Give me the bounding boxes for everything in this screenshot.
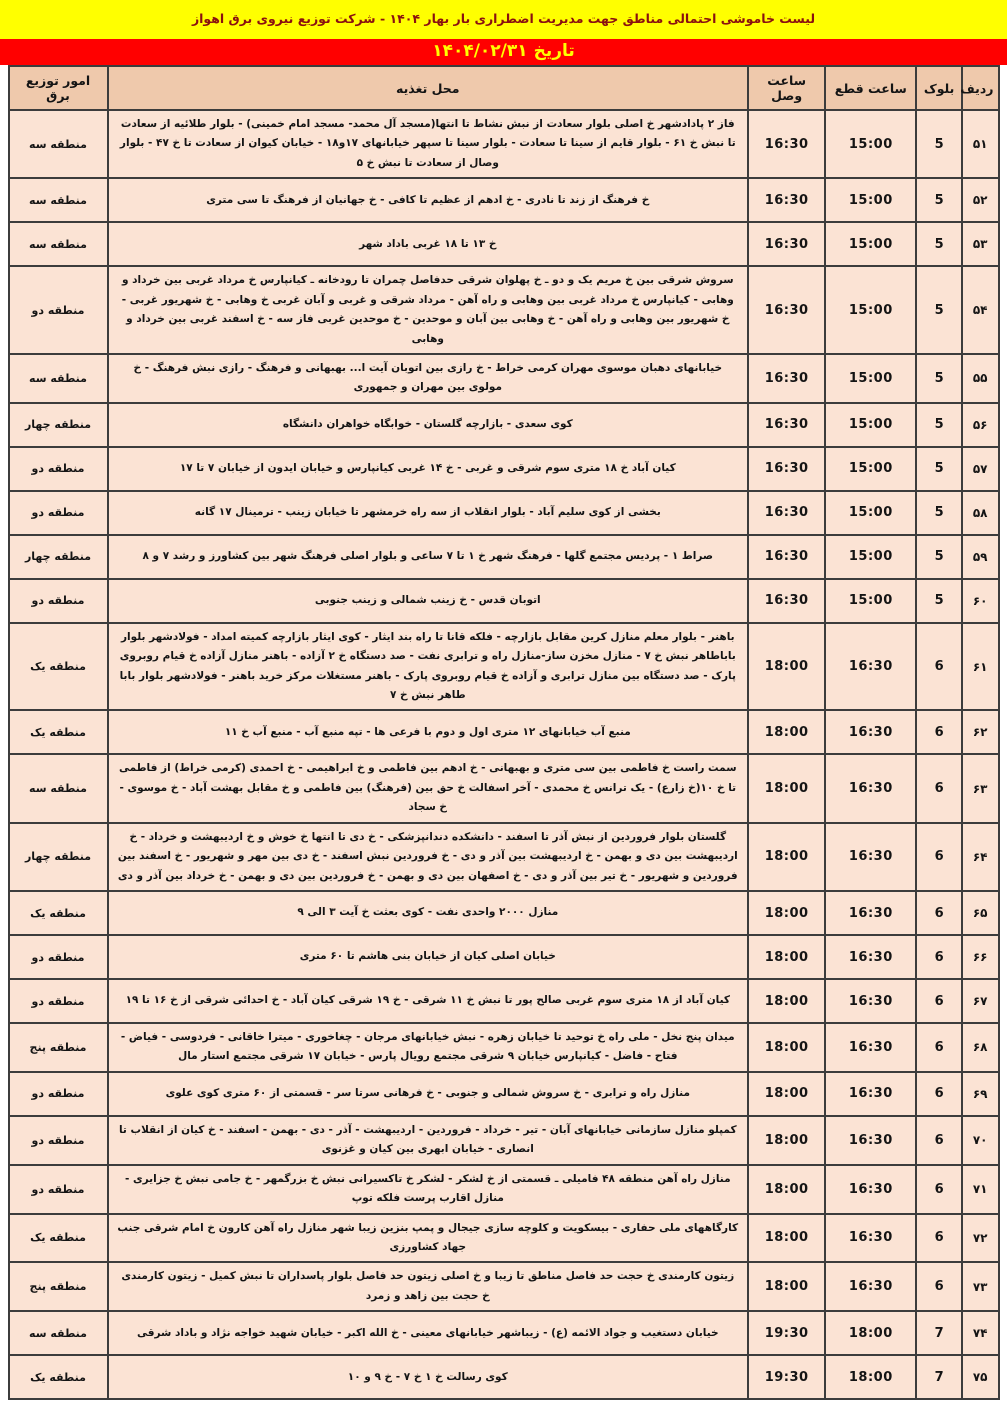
block-cell: 5 (916, 266, 962, 354)
row-number-cell: ۵۲ (962, 178, 999, 222)
table-row (9, 710, 999, 754)
region-cell: منطقه چهار (9, 403, 108, 447)
row-number-cell: ۷۵ (962, 1355, 999, 1399)
cut-time-cell: 16:30 (825, 1214, 916, 1263)
region-cell: منطقه پنج (9, 1023, 108, 1072)
table-row (9, 579, 999, 623)
region-cell: منطقه سه (9, 222, 108, 266)
block-cell: 5 (916, 403, 962, 447)
restore-time-cell: 18:00 (748, 1262, 825, 1311)
row-number-cell: ۶۲ (962, 710, 999, 754)
block-cell: 6 (916, 1116, 962, 1165)
cut-time-cell: 18:00 (825, 1311, 916, 1355)
block-cell: 6 (916, 754, 962, 822)
table-row (9, 1262, 999, 1311)
location-cell: خ ۱۳ تا ۱۸ غربی باداد شهر (108, 222, 749, 266)
block-cell: 6 (916, 710, 962, 754)
location-cell: منبع آب خیابانهای ۱۲ متری اول و دوم با فرعی ها - تپه منبع آب - منبع آب خ ۱۱ (108, 710, 749, 754)
region-cell: منطقه چهار (9, 535, 108, 579)
restore-time-cell: 16:30 (748, 403, 825, 447)
row-number-cell: ۶۳ (962, 754, 999, 822)
location-cell: منازل ۲۰۰۰ واحدی نفت - کوی بعثت خ آیت ۳ الی ۹ (108, 891, 749, 935)
restore-time-cell: 16:30 (748, 535, 825, 579)
location-cell: منازل راه و ترابری - خ سروش شمالی و جنوبی - خ فرهانی سرتا سر - قسمتی از ۶۰ متری کوی علوی (108, 1072, 749, 1116)
region-cell: منطقه یک (9, 1355, 108, 1399)
row-number-cell: ۷۴ (962, 1311, 999, 1355)
block-cell: 6 (916, 1072, 962, 1116)
cut-time-cell: 16:30 (825, 623, 916, 711)
table-row (9, 623, 999, 711)
row-number-cell: ۵۳ (962, 222, 999, 266)
cut-time-cell: 16:30 (825, 1165, 916, 1214)
table-row (9, 222, 999, 266)
table-row (9, 1214, 999, 1263)
table-row (9, 1311, 999, 1355)
row-number-cell: ۶۹ (962, 1072, 999, 1116)
location-cell: منازل راه آهن منطقه ۴۸ فامیلی ـ قسمتی از خ لشکر - لشکر خ تاکسیرانی نبش خ بزرگمهر - خ جامی نبش خ جزایری - منازل اقارب پرست فلکه توپ (108, 1165, 749, 1214)
cut-time-cell: 15:00 (825, 354, 916, 403)
region-cell: منطقه دو (9, 1072, 108, 1116)
cut-time-cell: 16:30 (825, 935, 916, 979)
block-cell: 6 (916, 1214, 962, 1263)
row-number-cell: ۷۳ (962, 1262, 999, 1311)
location-cell: صراط ۱ - پردیس مجتمع گلها - فرهنگ شهر خ ۱ تا ۷ ساعی و بلوار اصلی فرهنگ شهر بین کشاورز و رشد ۷ و ۸ (108, 535, 749, 579)
table-row (9, 266, 999, 354)
location-cell: کیان آباد خ ۱۸ متری سوم شرقی و غربی - خ ۱۴ غربی کیانپارس و خیابان ایدون از خیابان ۷ تا ۱۷ (108, 447, 749, 491)
block-cell: 5 (916, 491, 962, 535)
cut-time-cell: 15:00 (825, 403, 916, 447)
row-number-cell: ۵۵ (962, 354, 999, 403)
cut-time-cell: 15:00 (825, 491, 916, 535)
region-cell: منطقه یک (9, 623, 108, 711)
row-number-cell: ۶۵ (962, 891, 999, 935)
block-cell: 5 (916, 535, 962, 579)
region-cell: منطقه سه (9, 1311, 108, 1355)
table-row (9, 535, 999, 579)
restore-time-cell: 18:00 (748, 1116, 825, 1165)
region-cell: منطقه یک (9, 891, 108, 935)
date-banner: تاریخ ۱۴۰۴/۰۲/۳۱ (0, 39, 1007, 65)
region-cell: منطقه سه (9, 354, 108, 403)
table-row (9, 178, 999, 222)
block-cell: 6 (916, 1262, 962, 1311)
table-row (9, 354, 999, 403)
restore-time-cell: 18:00 (748, 1023, 825, 1072)
region-cell: منطقه یک (9, 710, 108, 754)
location-cell: باهنر - بلوار معلم منازل کرین مقابل بازارچه - فلکه قانا تا راه بند ایثار - کوی ایثار بازارچه کمیته امداد - فولادشهر بلوار باباطاهر نبش خ ۷ - منازل مخزن ساز-منازل راه و ترابری نفت - صد دستگاه خ ۲ آزاده - باهنر منازل آزاده خ قیام روبروی پارک - صد دستگاه بین منازل ترابری و آزاده خ قیام روبروی پارک - باهنر مستغلات مرکز خرید باهنر - فولادشهر بلوار بابا طاهر نبش خ ۷ (108, 623, 749, 711)
block-cell: 6 (916, 979, 962, 1023)
location-cell: سمت راست خ فاطمی بین سی متری و بهبهانی - خ ادهم بین فاطمی و خ ابراهیمی - خ احمدی (کرمی خراط) از فاطمی تا خ ۱۰(خ زارع) - یک ترانس خ محمدی - آخر اسفالت خ حق بین (فرهنگ) بین فاطمی و خ مقابل بهشت آباد - خ موسوی - خ سجاد (108, 754, 749, 822)
restore-time-cell: 18:00 (748, 823, 825, 891)
restore-time-cell: 18:00 (748, 623, 825, 711)
row-number-cell: ۵۸ (962, 491, 999, 535)
table-body (9, 110, 999, 1399)
location-cell: کیان آباد از ۱۸ متری سوم غربی صالح پور تا نبش خ ۱۱ شرقی - خ ۱۹ شرقی کیان آباد - خ احدائی شرقی از خ ۱۶ تا ۱۹ (108, 979, 749, 1023)
row-number-cell: ۷۰ (962, 1116, 999, 1165)
region-cell: منطقه سه (9, 754, 108, 822)
block-cell: 5 (916, 222, 962, 266)
region-cell: منطقه سه (9, 110, 108, 178)
table-row (9, 1023, 999, 1072)
row-number-cell: ۶۴ (962, 823, 999, 891)
restore-time-cell: 18:00 (748, 979, 825, 1023)
restore-time-cell: 16:30 (748, 222, 825, 266)
col-header-cut-time: ساعت قطع (825, 66, 916, 110)
table-row (9, 1072, 999, 1116)
region-cell: منطقه سه (9, 178, 108, 222)
cut-time-cell: 15:00 (825, 266, 916, 354)
location-cell: کارگاههای ملی حفاری - بیسکویت و کلوچه سازی جیجال و پمپ بنزین زیبا شهر منازل راه آهن کارون خ امام شرقی جنب جهاد کشاورزی (108, 1214, 749, 1263)
block-cell: 6 (916, 1023, 962, 1072)
table-row (9, 491, 999, 535)
location-cell: میدان پنج نخل - ملی راه خ توحید تا خیابان زهره - نبش خیابانهای مرجان - چغاخوری - میترا خاقانی - فردوسی - فیاض - فتاح - فاضل - کیانپارس خیابان ۹ شرقی مجتمع رویال پارس - خیابان ۱۷ شرقی مجتمع استار مال (108, 1023, 749, 1072)
table-header-row (9, 66, 999, 110)
bottom-margin (0, 1400, 1007, 1410)
block-cell: 6 (916, 823, 962, 891)
block-cell: 7 (916, 1311, 962, 1355)
block-cell: 5 (916, 110, 962, 178)
location-cell: فاز ۲ پادادشهر خ اصلی بلوار سعادت از نبش نشاط تا انتها(مسجد آل محمد- مسجد امام خمینی) - بلوار طلائیه از سعادت تا نبش خ ۶۱ - بلوار قایم از سینا تا سعادت - بلوار سینا تا سپهر خیابانهای ۱۷و۱۸ - خیابان کیوان از سعادت تا خ ۴۷ - بلوار وصال از سعادت تا نبش خ ۵ (108, 110, 749, 178)
row-number-cell: ۵۶ (962, 403, 999, 447)
restore-time-cell: 18:00 (748, 754, 825, 822)
location-cell: کمپلو منازل سازمانی خیابانهای آبان - تیر - خرداد - فروردین - اردیبهشت - آذر - دی - بهمن - اسفند - خ کیان از انقلاب تا انصاری - خیابان ابهری بین کیان و غزنوی (108, 1116, 749, 1165)
restore-time-cell: 16:30 (748, 110, 825, 178)
restore-time-cell: 16:30 (748, 579, 825, 623)
location-cell: خیابان دستغیب و جواد الائمه (ع) - زیباشهر خیابانهای معینی - خ الله اکبر - خیابان شهید خواجه نژاد و باداد شرقی (108, 1311, 749, 1355)
region-cell: منطقه دو (9, 447, 108, 491)
region-cell: منطقه چهار (9, 823, 108, 891)
region-cell: منطقه دو (9, 935, 108, 979)
block-cell: 6 (916, 1165, 962, 1214)
location-cell: بخشی از کوی سلیم آباد - بلوار انقلاب از سه راه خرمشهر تا خیابان زینب - ترمینال ۱۷ گانه (108, 491, 749, 535)
restore-time-cell: 18:00 (748, 935, 825, 979)
table-row (9, 403, 999, 447)
outage-table (8, 65, 1000, 1400)
table-row (9, 823, 999, 891)
block-cell: 7 (916, 1355, 962, 1399)
region-cell: منطقه دو (9, 266, 108, 354)
table-row (9, 110, 999, 178)
cut-time-cell: 16:30 (825, 754, 916, 822)
restore-time-cell: 18:00 (748, 1214, 825, 1263)
row-number-cell: ۵۹ (962, 535, 999, 579)
block-cell: 6 (916, 623, 962, 711)
row-number-cell: ۵۷ (962, 447, 999, 491)
col-header-row-number: ردیف (962, 66, 999, 110)
restore-time-cell: 16:30 (748, 491, 825, 535)
restore-time-cell: 16:30 (748, 266, 825, 354)
restore-time-cell: 19:30 (748, 1311, 825, 1355)
table-row (9, 754, 999, 822)
location-cell: کوی رسالت خ ۱ خ ۷ - خ ۹ و ۱۰ (108, 1355, 749, 1399)
cut-time-cell: 15:00 (825, 579, 916, 623)
table-row (9, 1165, 999, 1214)
cut-time-cell: 16:30 (825, 1072, 916, 1116)
cut-time-cell: 16:30 (825, 1023, 916, 1072)
location-cell: کوی سعدی - بازارچه گلستان - خوابگاه خواهران دانشگاه (108, 403, 749, 447)
location-cell: خ فرهنگ از زند تا نادری - خ ادهم از عظیم تا کافی - خ جهانیان از فرهنگ تا سی متری (108, 178, 749, 222)
region-cell: منطقه دو (9, 491, 108, 535)
restore-time-cell: 18:00 (748, 1072, 825, 1116)
table-row (9, 935, 999, 979)
region-cell: منطقه دو (9, 1116, 108, 1165)
block-cell: 5 (916, 579, 962, 623)
restore-time-cell: 18:00 (748, 1165, 825, 1214)
block-cell: 6 (916, 935, 962, 979)
cut-time-cell: 16:30 (825, 710, 916, 754)
region-cell: منطقه یک (9, 1214, 108, 1263)
restore-time-cell: 18:00 (748, 710, 825, 754)
region-cell: منطقه دو (9, 1165, 108, 1214)
cut-time-cell: 15:00 (825, 535, 916, 579)
restore-time-cell: 16:30 (748, 447, 825, 491)
row-number-cell: ۷۱ (962, 1165, 999, 1214)
row-number-cell: ۷۲ (962, 1214, 999, 1263)
document-title: لیست خاموشی احتمالی مناطق جهت مدیریت اضطراری بار بهار ۱۴۰۴ - شرکت توزیع نیروی برق اهواز (0, 0, 1007, 39)
row-number-cell: ۶۶ (962, 935, 999, 979)
location-cell: سروش شرقی بین خ مریم یک و دو ـ خ پهلوان شرقی حدفاصل چمران تا رودخانه ـ کیانپارس خ مرداد غربی بین خرداد و وهابی - کیانپارس خ مرداد غربی بین وهابی و راه آهن - مرداد شرقی و غربی و آبان غربی خ وهابی - خ شهریور غربی - خ شهریور بین وهابی و راه آهن - خ وهابی بین آبان و موحدین - خ موحدین غربی فاز سه - خ اسفند غربی بین خرداد و وهابی (108, 266, 749, 354)
table-row (9, 1116, 999, 1165)
block-cell: 6 (916, 891, 962, 935)
table-row (9, 447, 999, 491)
cut-time-cell: 16:30 (825, 979, 916, 1023)
location-cell: خیابانهای دهبان موسوی مهران کرمی خراط - خ رازی بین اتوبان آیت ا... بهبهانی و فرهنگ - رازی نبش فرهنگ - خ مولوی بین مهران و جمهوری (108, 354, 749, 403)
restore-time-cell: 18:00 (748, 891, 825, 935)
col-header-block: بلوک (916, 66, 962, 110)
row-number-cell: ۶۷ (962, 979, 999, 1023)
cut-time-cell: 15:00 (825, 110, 916, 178)
cut-time-cell: 16:30 (825, 1116, 916, 1165)
cut-time-cell: 15:00 (825, 222, 916, 266)
block-cell: 5 (916, 447, 962, 491)
location-cell: خیابان اصلی کیان از خیابان بنی هاشم تا ۶۰ متری (108, 935, 749, 979)
row-number-cell: ۵۱ (962, 110, 999, 178)
region-cell: منطقه دو (9, 579, 108, 623)
row-number-cell: ۶۰ (962, 579, 999, 623)
cut-time-cell: 15:00 (825, 178, 916, 222)
table-row (9, 1355, 999, 1399)
cut-time-cell: 16:30 (825, 1262, 916, 1311)
cut-time-cell: 16:30 (825, 891, 916, 935)
table-row (9, 979, 999, 1023)
restore-time-cell: 16:30 (748, 178, 825, 222)
location-cell: زیتون کارمندی خ حجت حد فاصل مناطق تا زیبا و خ اصلی زیتون حد فاصل بلوار پاسداران تا نبش کمیل - زیتون کارمندی خ حجت بین زاهد و زمرد (108, 1262, 749, 1311)
region-cell: منطقه پنج (9, 1262, 108, 1311)
cut-time-cell: 15:00 (825, 447, 916, 491)
restore-time-cell: 16:30 (748, 354, 825, 403)
col-header-feeding-location: محل تغذیه (108, 66, 749, 110)
row-number-cell: ۶۸ (962, 1023, 999, 1072)
col-header-restore-time: ساعت وصل (748, 66, 825, 110)
location-cell: گلستان بلوار فروردین از نبش آذر تا اسفند - دانشکده دندانپزشکی - خ دی تا انتها خ خوش و خ اردیبهشت و خرداد - خ اردیبهشت بین دی و بهمن - خ اردیبهشت بین آذر و دی - خ فروردین نبش اسفند - خ دی بین مهر و شهریور - خ اسفند بین فروردین و شهریور - خ تیر بین آذر و دی - خ اصفهان بین دی و بهمن - خ فروردین بین دی و بهمن - خ خرداد بین آذر و دی (108, 823, 749, 891)
region-cell: منطقه دو (9, 979, 108, 1023)
row-number-cell: ۵۴ (962, 266, 999, 354)
table-row (9, 891, 999, 935)
row-number-cell: ۶۱ (962, 623, 999, 711)
col-header-distribution-area: امور توزیع برق (9, 66, 108, 110)
cut-time-cell: 16:30 (825, 823, 916, 891)
block-cell: 5 (916, 178, 962, 222)
cut-time-cell: 18:00 (825, 1355, 916, 1399)
block-cell: 5 (916, 354, 962, 403)
restore-time-cell: 19:30 (748, 1355, 825, 1399)
location-cell: اتوبان قدس - خ زینب شمالی و زینب جنوبی (108, 579, 749, 623)
